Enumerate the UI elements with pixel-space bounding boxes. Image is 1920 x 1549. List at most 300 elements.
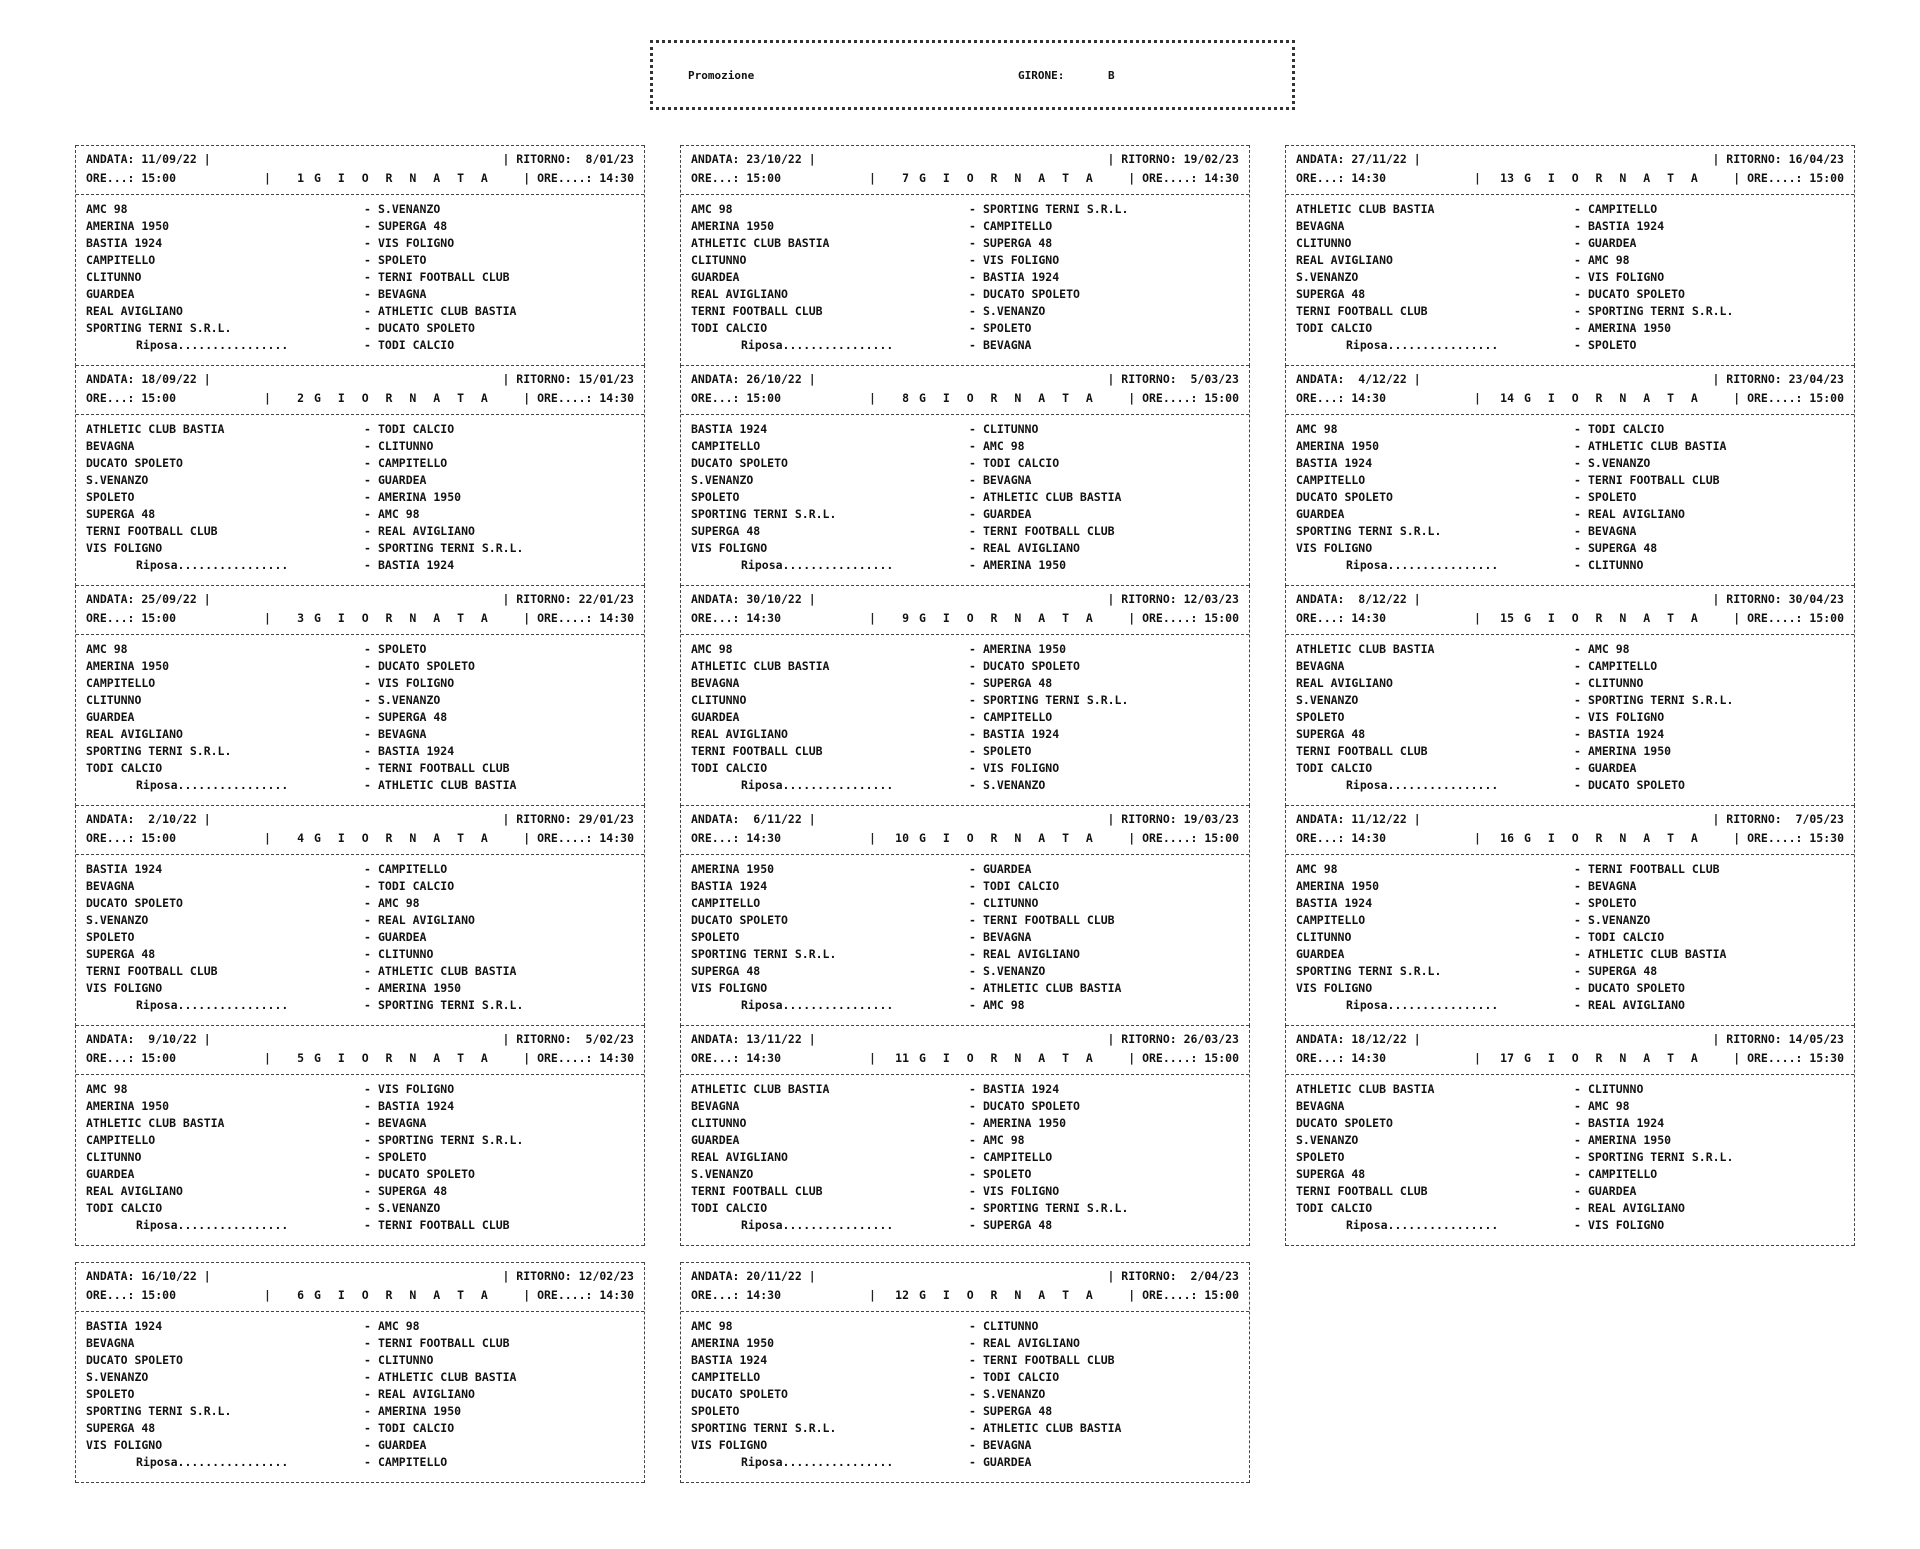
match-dash: - bbox=[364, 439, 371, 453]
ritorno-time: | ORE....: 15:00 bbox=[1128, 611, 1239, 625]
riposa-row bbox=[86, 1217, 634, 1234]
giornata-number: 11 bbox=[895, 1051, 909, 1065]
home-team: CAMPITELLO bbox=[691, 1370, 761, 1384]
match-dash: - bbox=[969, 507, 976, 521]
home-team: SPOLETO bbox=[86, 1387, 135, 1401]
away-team: BASTIA 1924 bbox=[1588, 727, 1665, 741]
match-dash: - bbox=[364, 541, 371, 555]
match-row bbox=[1296, 895, 1844, 912]
match-dash: - bbox=[969, 473, 976, 487]
home-team: TERNI FOOTBALL CLUB bbox=[1296, 1184, 1428, 1198]
separator: | bbox=[1474, 831, 1481, 845]
separator: | bbox=[869, 391, 876, 405]
match-row bbox=[1296, 1081, 1844, 1098]
home-team: BEVAGNA bbox=[86, 439, 135, 453]
separator: | bbox=[869, 611, 876, 625]
giornata-box bbox=[75, 1025, 645, 1246]
home-team: CAMPITELLO bbox=[86, 253, 156, 267]
match-dash: - bbox=[969, 981, 976, 995]
andata-date: ANDATA: 18/12/22 | bbox=[1296, 1032, 1421, 1046]
giornata-label: G I O R N A T A bbox=[919, 1288, 1098, 1302]
home-team: BEVAGNA bbox=[86, 879, 135, 893]
giornata-label: G I O R N A T A bbox=[314, 831, 493, 845]
match-dash: - bbox=[969, 270, 976, 284]
match-dash: - bbox=[969, 879, 976, 893]
home-team: TERNI FOOTBALL CLUB bbox=[691, 744, 823, 758]
home-team: BASTIA 1924 bbox=[86, 1319, 163, 1333]
home-team: S.VENANZO bbox=[1296, 270, 1359, 284]
match-dash: - bbox=[969, 236, 976, 250]
match-dash: - bbox=[969, 1421, 976, 1435]
match-dash: - bbox=[364, 659, 371, 673]
riposa-row bbox=[691, 1217, 1239, 1234]
giornata-box bbox=[680, 1262, 1250, 1483]
match-dash: - bbox=[1574, 659, 1581, 673]
ritorno-date: | RITORNO: 8/01/23 bbox=[502, 152, 634, 166]
match-dash: - bbox=[1574, 778, 1581, 792]
match-dash: - bbox=[364, 862, 371, 876]
match-row bbox=[1296, 455, 1844, 472]
away-team: CAMPITELLO bbox=[1588, 659, 1658, 673]
ritorno-date: | RITORNO: 26/03/23 bbox=[1107, 1032, 1239, 1046]
away-team: SUPERGA 48 bbox=[983, 1404, 1053, 1418]
home-team: CAMPITELLO bbox=[86, 1133, 156, 1147]
match-dash: - bbox=[969, 744, 976, 758]
andata-date: ANDATA: 26/10/22 | bbox=[691, 372, 816, 386]
match-row bbox=[1296, 760, 1844, 777]
giornata-box bbox=[1285, 585, 1855, 806]
home-team: SUPERGA 48 bbox=[86, 947, 156, 961]
away-team: GUARDEA bbox=[1588, 1184, 1637, 1198]
match-row bbox=[86, 1149, 634, 1166]
match-row bbox=[86, 523, 634, 540]
match-dash: - bbox=[364, 1099, 371, 1113]
match-dash: - bbox=[1574, 1150, 1581, 1164]
match-dash: - bbox=[364, 1387, 371, 1401]
away-team: SPOLETO bbox=[983, 744, 1032, 758]
riposa-label: Riposa................ bbox=[1346, 558, 1499, 572]
home-team: ATHLETIC CLUB BASTIA bbox=[1296, 202, 1435, 216]
riposa-team: SUPERGA 48 bbox=[983, 1218, 1053, 1232]
riposa-row bbox=[691, 777, 1239, 794]
match-dash: - bbox=[969, 998, 976, 1012]
andata-time: ORE...: 15:00 bbox=[691, 391, 782, 405]
away-team: SPOLETO bbox=[378, 1150, 427, 1164]
riposa-row bbox=[691, 997, 1239, 1014]
away-team: TODI CALCIO bbox=[983, 1370, 1060, 1384]
match-row bbox=[86, 1437, 634, 1454]
andata-time: ORE...: 15:00 bbox=[86, 1288, 177, 1302]
away-team: TODI CALCIO bbox=[1588, 422, 1665, 436]
home-team: REAL AVIGLIANO bbox=[691, 1150, 788, 1164]
separator: | bbox=[264, 391, 271, 405]
away-team: CLITUNNO bbox=[983, 422, 1039, 436]
andata-time: ORE...: 15:00 bbox=[86, 1051, 177, 1065]
ritorno-date: | RITORNO: 19/03/23 bbox=[1107, 812, 1239, 826]
match-dash: - bbox=[364, 558, 371, 572]
andata-date: ANDATA: 30/10/22 | bbox=[691, 592, 816, 606]
category-label: Promozione bbox=[688, 69, 755, 82]
home-team: AMERINA 1950 bbox=[86, 219, 170, 233]
match-dash: - bbox=[364, 1133, 371, 1147]
away-team: VIS FOLIGNO bbox=[378, 236, 455, 250]
away-team: S.VENANZO bbox=[983, 964, 1046, 978]
andata-time: ORE...: 14:30 bbox=[691, 1051, 782, 1065]
away-team: TODI CALCIO bbox=[983, 456, 1060, 470]
home-team: S.VENANZO bbox=[691, 473, 754, 487]
giornata-box bbox=[680, 1025, 1250, 1246]
home-team: BEVAGNA bbox=[1296, 659, 1345, 673]
match-row bbox=[1296, 489, 1844, 506]
match-dash: - bbox=[1574, 964, 1581, 978]
match-row bbox=[691, 235, 1239, 252]
away-team: DUCATO SPOLETO bbox=[378, 659, 475, 673]
home-team: DUCATO SPOLETO bbox=[691, 456, 788, 470]
match-row bbox=[86, 1335, 634, 1352]
riposa-label: Riposa................ bbox=[1346, 778, 1499, 792]
away-team: SPORTING TERNI S.R.L. bbox=[378, 541, 524, 555]
match-dash: - bbox=[364, 947, 371, 961]
match-dash: - bbox=[1574, 219, 1581, 233]
match-dash: - bbox=[969, 1167, 976, 1181]
match-dash: - bbox=[1574, 710, 1581, 724]
away-team: SPOLETO bbox=[1588, 490, 1637, 504]
match-dash: - bbox=[969, 778, 976, 792]
match-dash: - bbox=[1574, 981, 1581, 995]
match-dash: - bbox=[969, 1184, 976, 1198]
away-team: SPORTING TERNI S.R.L. bbox=[1588, 693, 1734, 707]
away-team: ATHLETIC CLUB BASTIA bbox=[378, 304, 517, 318]
girone-label: GIRONE: bbox=[1018, 69, 1065, 82]
riposa-team: VIS FOLIGNO bbox=[1588, 1218, 1665, 1232]
match-row bbox=[86, 455, 634, 472]
away-team: CAMPITELLO bbox=[983, 1150, 1053, 1164]
away-team: SPORTING TERNI S.R.L. bbox=[983, 693, 1129, 707]
match-row bbox=[1296, 1098, 1844, 1115]
riposa-row bbox=[1296, 557, 1844, 574]
separator: | bbox=[264, 1288, 271, 1302]
home-team: TERNI FOOTBALL CLUB bbox=[1296, 304, 1428, 318]
riposa-row bbox=[691, 557, 1239, 574]
giornata-number: 17 bbox=[1500, 1051, 1514, 1065]
away-team: BEVAGNA bbox=[983, 473, 1032, 487]
andata-time: ORE...: 15:00 bbox=[691, 171, 782, 185]
match-row bbox=[691, 1386, 1239, 1403]
ritorno-time: | ORE....: 15:00 bbox=[1128, 1288, 1239, 1302]
match-row bbox=[1296, 218, 1844, 235]
andata-date: ANDATA: 18/09/22 | bbox=[86, 372, 211, 386]
riposa-team: ATHLETIC CLUB BASTIA bbox=[378, 778, 517, 792]
match-dash: - bbox=[364, 727, 371, 741]
match-row bbox=[1296, 1132, 1844, 1149]
giornata-label: G I O R N A T A bbox=[919, 391, 1098, 405]
andata-date: ANDATA: 4/12/22 | bbox=[1296, 372, 1421, 386]
match-row bbox=[1296, 252, 1844, 269]
separator: | bbox=[1474, 1051, 1481, 1065]
match-dash: - bbox=[1574, 862, 1581, 876]
match-dash: - bbox=[969, 896, 976, 910]
match-dash: - bbox=[364, 287, 371, 301]
match-row bbox=[691, 1132, 1239, 1149]
separator: | bbox=[1474, 391, 1481, 405]
match-row bbox=[86, 1369, 634, 1386]
match-dash: - bbox=[364, 1438, 371, 1452]
match-dash: - bbox=[364, 1201, 371, 1215]
away-team: AMERINA 1950 bbox=[378, 981, 462, 995]
match-row bbox=[691, 980, 1239, 997]
match-row bbox=[691, 878, 1239, 895]
home-team: SUPERGA 48 bbox=[86, 507, 156, 521]
home-team: TODI CALCIO bbox=[691, 321, 768, 335]
giornata-box bbox=[1285, 145, 1855, 366]
andata-date: ANDATA: 11/09/22 | bbox=[86, 152, 211, 166]
away-team: TERNI FOOTBALL CLUB bbox=[983, 913, 1115, 927]
home-team: GUARDEA bbox=[86, 1167, 135, 1181]
home-team: GUARDEA bbox=[1296, 507, 1345, 521]
home-team: GUARDEA bbox=[691, 270, 740, 284]
away-team: REAL AVIGLIANO bbox=[983, 1336, 1080, 1350]
away-team: ATHLETIC CLUB BASTIA bbox=[983, 1421, 1122, 1435]
home-team: ATHLETIC CLUB BASTIA bbox=[691, 1082, 830, 1096]
giornata-box bbox=[680, 365, 1250, 586]
home-team: DUCATO SPOLETO bbox=[1296, 490, 1393, 504]
match-row bbox=[691, 641, 1239, 658]
home-team: VIS FOLIGNO bbox=[1296, 541, 1373, 555]
away-team: ATHLETIC CLUB BASTIA bbox=[983, 981, 1122, 995]
home-team: S.VENANZO bbox=[86, 913, 149, 927]
riposa-row bbox=[691, 337, 1239, 354]
away-team: BASTIA 1924 bbox=[378, 744, 455, 758]
match-row bbox=[86, 675, 634, 692]
home-team: TODI CALCIO bbox=[1296, 1201, 1373, 1215]
home-team: AMC 98 bbox=[691, 202, 733, 216]
away-team: AMERINA 1950 bbox=[378, 1404, 462, 1418]
match-row bbox=[691, 1420, 1239, 1437]
match-row bbox=[86, 320, 634, 337]
home-team: SPORTING TERNI S.R.L. bbox=[691, 947, 837, 961]
home-team: DUCATO SPOLETO bbox=[86, 1353, 183, 1367]
match-dash: - bbox=[1574, 676, 1581, 690]
match-dash: - bbox=[969, 524, 976, 538]
riposa-label: Riposa................ bbox=[741, 998, 894, 1012]
away-team: SPOLETO bbox=[378, 642, 427, 656]
away-team: TERNI FOOTBALL CLUB bbox=[378, 1336, 510, 1350]
andata-time: ORE...: 14:30 bbox=[1296, 171, 1387, 185]
match-dash: - bbox=[364, 1150, 371, 1164]
match-dash: - bbox=[364, 964, 371, 978]
match-row bbox=[1296, 1149, 1844, 1166]
match-dash: - bbox=[364, 710, 371, 724]
home-team: TERNI FOOTBALL CLUB bbox=[691, 304, 823, 318]
match-row bbox=[86, 540, 634, 557]
match-dash: - bbox=[969, 321, 976, 335]
away-team: REAL AVIGLIANO bbox=[983, 947, 1080, 961]
home-team: REAL AVIGLIANO bbox=[86, 1184, 183, 1198]
andata-date: ANDATA: 8/12/22 | bbox=[1296, 592, 1421, 606]
home-team: AMC 98 bbox=[691, 642, 733, 656]
home-team: S.VENANZO bbox=[1296, 1133, 1359, 1147]
away-team: TERNI FOOTBALL CLUB bbox=[983, 1353, 1115, 1367]
away-team: BEVAGNA bbox=[983, 930, 1032, 944]
riposa-team: TODI CALCIO bbox=[378, 338, 455, 352]
home-team: CLITUNNO bbox=[86, 270, 142, 284]
away-team: SPOLETO bbox=[983, 321, 1032, 335]
match-row bbox=[691, 692, 1239, 709]
away-team: SUPERGA 48 bbox=[1588, 964, 1658, 978]
away-team: AMERINA 1950 bbox=[1588, 321, 1672, 335]
home-team: CLITUNNO bbox=[86, 1150, 142, 1164]
away-team: AMC 98 bbox=[983, 1133, 1025, 1147]
match-dash: - bbox=[364, 778, 371, 792]
home-team: DUCATO SPOLETO bbox=[86, 896, 183, 910]
match-dash: - bbox=[969, 541, 976, 555]
andata-date: ANDATA: 11/12/22 | bbox=[1296, 812, 1421, 826]
match-row bbox=[691, 1149, 1239, 1166]
match-row bbox=[86, 963, 634, 980]
riposa-label: Riposa................ bbox=[136, 1218, 289, 1232]
match-dash: - bbox=[1574, 1184, 1581, 1198]
match-row bbox=[691, 201, 1239, 218]
giornata-number: 7 bbox=[902, 171, 909, 185]
match-row bbox=[86, 641, 634, 658]
match-row bbox=[86, 895, 634, 912]
away-team: SUPERGA 48 bbox=[983, 236, 1053, 250]
match-row bbox=[86, 1403, 634, 1420]
match-dash: - bbox=[969, 964, 976, 978]
away-team: GUARDEA bbox=[983, 862, 1032, 876]
ritorno-time: | ORE....: 15:00 bbox=[1128, 831, 1239, 845]
home-team: GUARDEA bbox=[86, 710, 135, 724]
away-team: S.VENANZO bbox=[378, 693, 441, 707]
home-team: TODI CALCIO bbox=[1296, 321, 1373, 335]
away-team: BASTIA 1924 bbox=[983, 1082, 1060, 1096]
riposa-label: Riposa................ bbox=[741, 778, 894, 792]
match-dash: - bbox=[364, 896, 371, 910]
andata-date: ANDATA: 20/11/22 | bbox=[691, 1269, 816, 1283]
away-team: TODI CALCIO bbox=[378, 879, 455, 893]
match-dash: - bbox=[364, 422, 371, 436]
home-team: ATHLETIC CLUB BASTIA bbox=[86, 422, 225, 436]
home-team: SPORTING TERNI S.R.L. bbox=[691, 1421, 837, 1435]
match-dash: - bbox=[364, 879, 371, 893]
match-row bbox=[691, 1183, 1239, 1200]
match-row bbox=[86, 912, 634, 929]
home-team: REAL AVIGLIANO bbox=[1296, 676, 1393, 690]
match-row bbox=[691, 320, 1239, 337]
away-team: DUCATO SPOLETO bbox=[1588, 981, 1685, 995]
home-team: ATHLETIC CLUB BASTIA bbox=[691, 659, 830, 673]
away-team: AMERINA 1950 bbox=[1588, 1133, 1672, 1147]
match-dash: - bbox=[969, 947, 976, 961]
giornata-number: 6 bbox=[297, 1288, 304, 1302]
away-team: VIS FOLIGNO bbox=[378, 1082, 455, 1096]
match-dash: - bbox=[969, 1336, 976, 1350]
home-team: CAMPITELLO bbox=[86, 676, 156, 690]
away-team: SUPERGA 48 bbox=[378, 1184, 448, 1198]
match-dash: - bbox=[364, 338, 371, 352]
home-team: GUARDEA bbox=[691, 1133, 740, 1147]
home-team: SPORTING TERNI S.R.L. bbox=[691, 507, 837, 521]
riposa-row bbox=[86, 557, 634, 574]
match-row bbox=[1296, 929, 1844, 946]
giornata-number: 2 bbox=[297, 391, 304, 405]
match-dash: - bbox=[1574, 439, 1581, 453]
match-dash: - bbox=[969, 862, 976, 876]
riposa-team: SPORTING TERNI S.R.L. bbox=[378, 998, 524, 1012]
giornata-number: 13 bbox=[1500, 171, 1514, 185]
home-team: CAMPITELLO bbox=[1296, 473, 1366, 487]
match-row bbox=[1296, 201, 1844, 218]
match-dash: - bbox=[364, 304, 371, 318]
away-team: REAL AVIGLIANO bbox=[983, 541, 1080, 555]
home-team: AMERINA 1950 bbox=[691, 862, 775, 876]
ritorno-date: | RITORNO: 23/04/23 bbox=[1712, 372, 1844, 386]
andata-time: ORE...: 14:30 bbox=[691, 1288, 782, 1302]
away-team: VIS FOLIGNO bbox=[1588, 710, 1665, 724]
home-team: ATHLETIC CLUB BASTIA bbox=[86, 1116, 225, 1130]
match-row bbox=[1296, 658, 1844, 675]
match-row bbox=[691, 743, 1239, 760]
ritorno-date: | RITORNO: 22/01/23 bbox=[502, 592, 634, 606]
match-row bbox=[1296, 506, 1844, 523]
ritorno-time: | ORE....: 15:00 bbox=[1128, 1051, 1239, 1065]
match-dash: - bbox=[1574, 422, 1581, 436]
away-team: BEVAGNA bbox=[378, 1116, 427, 1130]
home-team: SUPERGA 48 bbox=[691, 964, 761, 978]
giornata-number: 9 bbox=[902, 611, 909, 625]
andata-date: ANDATA: 27/11/22 | bbox=[1296, 152, 1421, 166]
giornata-label: G I O R N A T A bbox=[1524, 831, 1703, 845]
away-team: CLITUNNO bbox=[1588, 1082, 1644, 1096]
home-team: S.VENANZO bbox=[86, 473, 149, 487]
match-row bbox=[86, 438, 634, 455]
match-row bbox=[691, 895, 1239, 912]
home-team: TODI CALCIO bbox=[86, 1201, 163, 1215]
away-team: DUCATO SPOLETO bbox=[983, 287, 1080, 301]
riposa-label: Riposa................ bbox=[1346, 998, 1499, 1012]
match-dash: - bbox=[969, 761, 976, 775]
match-row bbox=[86, 472, 634, 489]
home-team: SPOLETO bbox=[691, 490, 740, 504]
match-row bbox=[1296, 421, 1844, 438]
match-row bbox=[1296, 726, 1844, 743]
home-team: BEVAGNA bbox=[691, 676, 740, 690]
match-dash: - bbox=[364, 744, 371, 758]
match-row bbox=[691, 1081, 1239, 1098]
away-team: CAMPITELLO bbox=[378, 456, 448, 470]
match-row bbox=[691, 760, 1239, 777]
match-row bbox=[691, 506, 1239, 523]
away-team: BEVAGNA bbox=[983, 1438, 1032, 1452]
away-team: BASTIA 1924 bbox=[983, 727, 1060, 741]
away-team: SPOLETO bbox=[378, 253, 427, 267]
home-team: VIS FOLIGNO bbox=[86, 1438, 163, 1452]
match-dash: - bbox=[969, 1404, 976, 1418]
match-row bbox=[691, 709, 1239, 726]
home-team: VIS FOLIGNO bbox=[691, 981, 768, 995]
match-row bbox=[86, 929, 634, 946]
match-dash: - bbox=[1574, 642, 1581, 656]
match-row bbox=[86, 946, 634, 963]
match-dash: - bbox=[1574, 896, 1581, 910]
andata-date: ANDATA: 23/10/22 | bbox=[691, 152, 816, 166]
separator: | bbox=[869, 171, 876, 185]
home-team: TERNI FOOTBALL CLUB bbox=[86, 964, 218, 978]
giornata-number: 14 bbox=[1500, 391, 1514, 405]
match-dash: - bbox=[969, 1218, 976, 1232]
home-team: VIS FOLIGNO bbox=[86, 541, 163, 555]
match-dash: - bbox=[1574, 541, 1581, 555]
